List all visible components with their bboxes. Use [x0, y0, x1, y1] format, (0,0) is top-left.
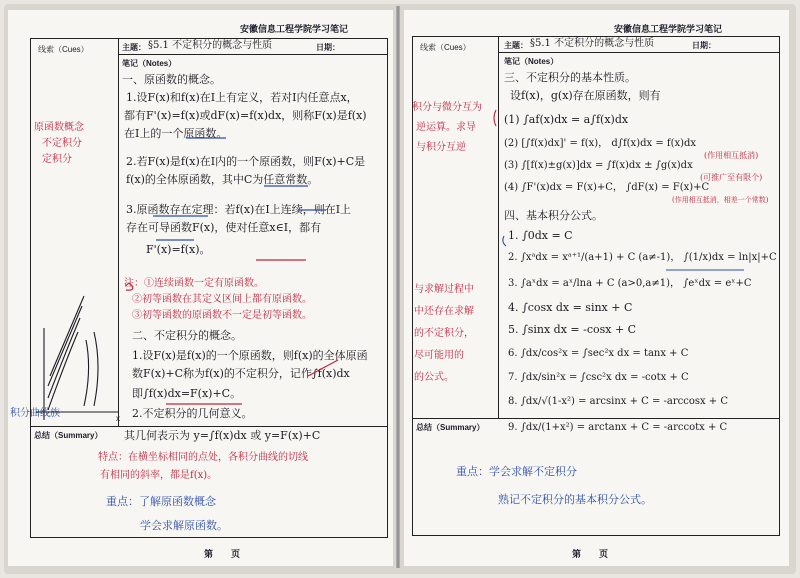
r-side-note-3: (作用相互抵消，相差一个常数): [672, 196, 769, 204]
note-red-1: 注：①连续函数一定有原函数。: [124, 278, 264, 289]
cue-red-1: 原函数概念: [34, 122, 84, 133]
note-line-6: f(x)的全体原函数，其中C为任意常数。: [126, 173, 319, 186]
topic-text: §5.1 不定积分的概念与性质: [530, 38, 655, 49]
r-note-2: 设f(x)，g(x)存在原函数，则有: [510, 89, 661, 102]
r-note-7: 四、基本积分公式。: [504, 209, 603, 222]
r-side-note-2: (可推广至有限个): [700, 173, 763, 182]
r-formula-7: 7. ∫dx/sin²x = ∫csc²x dx = -cotx + C: [508, 372, 689, 383]
summary-label: 总结（Summary）: [416, 423, 485, 432]
r-formula-6: 6. ∫dx/cos²x = ∫sec²x dx = tanx + C: [508, 348, 689, 359]
note-red-2: ②初等函数在其定义区间上都有原函数。: [132, 294, 312, 305]
note-line-2: 1.设F(x)和f(x)在I上有定义，若对I内任意点x，: [126, 91, 358, 104]
summary-blue-2: 学会求解原函数。: [140, 519, 228, 532]
note-line-9: F'(x)=f(x)。: [146, 243, 211, 256]
r-formula-3: 3. ∫aˣdx = aˣ/lna + C (a>0,a≠1)， ∫eˣdx = eˣ+C: [508, 278, 752, 289]
cue-red-b5: 的公式。: [414, 372, 454, 383]
cue-red-a1: 积分与微分互为: [412, 102, 482, 113]
summary-label: 总结（Summary）: [34, 431, 103, 440]
note-line-1: 一、原函数的概念。: [122, 73, 221, 86]
integral-curves-sketch: [8, 10, 393, 566]
notebook-spine: [396, 6, 400, 568]
r-note-4: (2) [∫f(x)dx]' = f(x)， d∫f(x)dx = f(x)dx: [504, 138, 697, 149]
cue-red-b4: 尽可能用的: [414, 350, 464, 361]
r-note-3: (1) ∫af(x)dx = a∫f(x)dx: [504, 113, 629, 126]
note-line-7: 3.原函数存在定理：若f(x)在I上连续，则在I上: [126, 203, 352, 216]
r-formula-1: 1. ∫0dx = C: [508, 229, 573, 242]
right-page-number: 第 页: [572, 550, 609, 560]
note2-line-5: 2.不定积分的几何意义。: [132, 407, 253, 420]
sketch-x-axis-label: x: [116, 414, 120, 423]
cue-red-b1: 与求解过程中: [414, 284, 474, 295]
topic-text: §5.1 不定积分的概念与性质: [148, 40, 273, 51]
r-formula-9: 9. ∫dx/(1+x²) = arctanx + C = -arccotx + C: [508, 422, 728, 433]
note-red-3: ③初等函数的原函数不一定是初等函数。: [132, 310, 312, 321]
cue-blue-curves: 积分曲线族: [10, 408, 60, 419]
notes-label: 笔记（Notes）: [504, 57, 559, 66]
note2-line-4: 即∫f(x)dx=F(x)+C。: [132, 387, 242, 400]
r-formula-8: 8. ∫dx/√(1-x²) = arcsinx + C = -arccosx + C: [508, 396, 729, 407]
topic-label: 主题：: [504, 41, 528, 50]
note-line-5: 2.若F(x)是f(x)在I内的一个原函数，则F(x)+C是: [126, 155, 366, 168]
cues-label: 线索（Cues）: [38, 45, 89, 54]
summary-blue-1: 重点：了解原函数概念: [106, 495, 216, 508]
date-label: 日期：: [316, 43, 340, 52]
cue-red-b3: 的不定积分，: [414, 328, 474, 339]
note-line-3: 都有F'(x)=f(x)或dF(x)=f(x)dx，则称F(x)是f(x): [124, 109, 367, 122]
summary-red-1: 特点：在横坐标相同的点处，各积分曲线的切线: [98, 452, 308, 463]
cue-red-a2: 逆运算。求导: [416, 122, 476, 133]
left-page: [8, 10, 393, 566]
r-formula-5: 5. ∫sinx dx = -cosx + C: [508, 323, 637, 336]
summary-red-2: 有相同的斜率，都是f(x)。: [100, 470, 218, 481]
r-note-1: 三、不定积分的基本性质。: [504, 71, 636, 84]
topic-label: 主题：: [122, 43, 146, 52]
r-formula-2: 2. ∫xᵃdx = xᵃ⁺¹/(a+1) + C (a≠-1)， ∫(1/x)dx = ln|x|+C: [508, 252, 777, 263]
right-page: [404, 10, 789, 566]
cue-red-2: 不定积分: [42, 138, 82, 149]
note2-line-1: 二、不定积分的概念。: [132, 329, 242, 342]
note-line-4: 在I上的一个原函数。: [124, 127, 228, 140]
cues-label: 线索（Cues）: [420, 43, 471, 52]
r-note-6: (4) ∫F'(x)dx = F(x)+C， ∫dF(x) = F(x)+C: [504, 182, 710, 193]
summary-line-black: 其几何表示为 y=∫f(x)dx 或 y=F(x)+C: [124, 429, 321, 442]
r-formula-4: 4. ∫cosx dx = sinx + C: [508, 301, 633, 314]
note2-line-3: 数F(x)+C称为f(x)的不定积分，记作∫f(x)dx: [132, 367, 350, 380]
left-page-header: 安徽信息工程学院学习笔记: [240, 25, 349, 35]
note2-line-2: 1.设F(x)是f(x)的一个原函数，则f(x)的全体原函: [132, 349, 368, 362]
cue-red-a3: 与积分互逆: [416, 142, 466, 153]
cue-red-b2: 中还存在求解: [414, 306, 474, 317]
left-page-number: 第 页: [204, 550, 241, 560]
r-note-5: (3) ∫[f(x)±g(x)]dx = ∫f(x)dx ± ∫g(x)dx: [504, 160, 693, 171]
note-line-8: 存在可导函数F(x)，使对任意x∈I，都有: [126, 221, 322, 234]
date-label: 日期：: [692, 41, 716, 50]
right-page-header: 安徽信息工程学院学习笔记: [614, 25, 723, 35]
r-summary-blue-1: 重点：学会求解不定积分: [456, 465, 577, 478]
notes-label: 笔记（Notes）: [122, 59, 177, 68]
r-summary-blue-2: 熟记不定积分的基本积分公式。: [498, 493, 652, 506]
cue-red-3: 定积分: [42, 154, 72, 165]
right-page-ink-marks: [404, 10, 789, 566]
r-side-note-1: (作用相互抵消): [704, 151, 759, 160]
